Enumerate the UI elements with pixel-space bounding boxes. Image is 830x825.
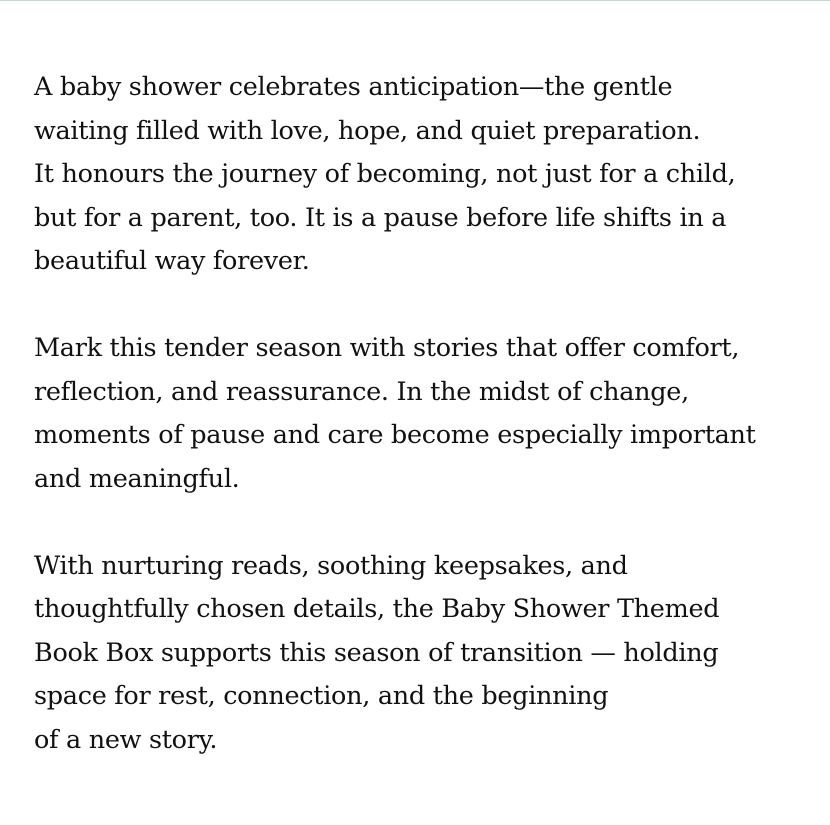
- text-line: A baby shower celebrates anticipation—the gentle: [34, 72, 673, 102]
- text-line: beautiful way forever.: [34, 246, 310, 276]
- text-line: moments of pause and care become especially important: [34, 420, 756, 450]
- text-line: It honours the journey of becoming, not just for a child,: [34, 159, 736, 189]
- text-line: reflection, and reassurance. In the midst of change,: [34, 376, 689, 407]
- text-line: Book Box supports this season of transition — holding: [34, 637, 719, 668]
- text-line: space for rest, connection, and the beginning: [34, 681, 609, 711]
- text-line: Mark this tender season with stories that offer comfort,: [34, 333, 740, 363]
- description-text: [34, 66, 824, 806]
- text-line: but for a parent, too. It is a pause before life shifts in a: [34, 202, 727, 233]
- paragraph-season: [34, 327, 824, 501]
- text-line: and meaningful.: [34, 463, 240, 494]
- paragraph-book-box: [34, 545, 824, 763]
- text-line: of a new story.: [34, 724, 218, 755]
- text-line: thoughtfully chosen details, the Baby Shower Themed: [34, 594, 720, 624]
- top-divider: [0, 0, 830, 1]
- paragraph-intro: [34, 66, 824, 284]
- text-line: With nurturing reads, soothing keepsakes, and: [34, 550, 628, 581]
- text-line: waiting filled with love, hope, and quiet preparation.: [34, 115, 701, 146]
